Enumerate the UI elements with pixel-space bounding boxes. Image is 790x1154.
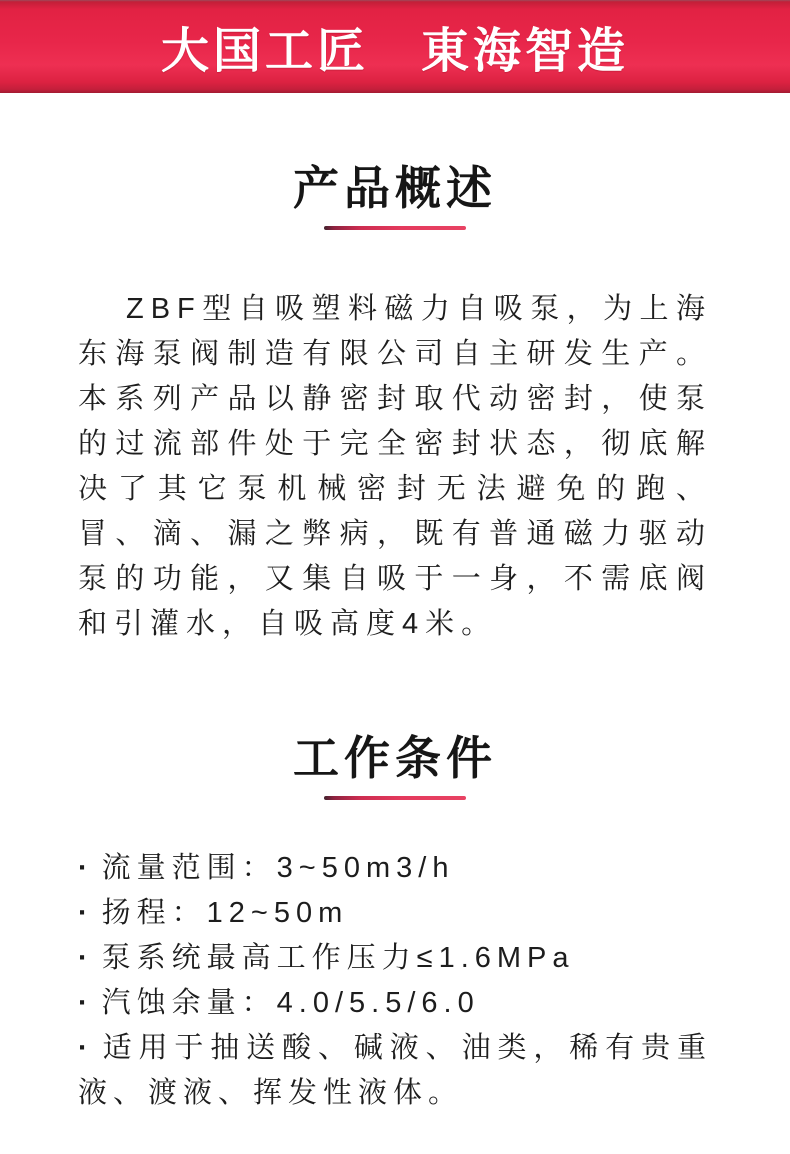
bullet-icon: · (78, 1032, 88, 1064)
section-working-conditions (0, 731, 790, 1116)
section-overview (0, 161, 790, 647)
list-item-text: 汽蚀余量：4.0/5.5/6.0 (101, 987, 480, 1019)
list-item-npsh (78, 981, 712, 1026)
list-item-text: 扬程：12~50m (101, 897, 349, 929)
banner-title: 大国工匠 東海智造 (160, 25, 629, 78)
list-item-text: 流量范围：3~50m3/h (101, 852, 455, 884)
overview-section-title: 产品概述 (293, 162, 497, 214)
bullet-icon: · (78, 852, 88, 884)
list-item-text: 适用于抽送酸、碱液、油类，稀有贵重液、渡液、挥发性液体。 (78, 1032, 712, 1109)
bullet-icon: · (78, 897, 88, 929)
overview-paragraph: ZBF型自吸塑料磁力自吸泵，为上海东海泵阀制造有限公司自主研发生产。本系列产品以静密封取代动密封，使泵的过流部件处于完全密封状态，彻底解决了其它泵机械密封无法避免的跑、冒、滴、漏之弊病，既有普通磁力驱动泵的功能，又集自吸于一身，不需底阀和引灌水，自吸高度4米。 (78, 293, 712, 640)
list-item-flow-range (78, 846, 712, 891)
conditions-title-underline (324, 796, 466, 800)
list-item-max-pressure (78, 936, 712, 981)
list-item-text: 泵系统最高工作压力≤1.6MPa (101, 942, 575, 974)
conditions-section-title: 工作条件 (293, 732, 497, 784)
header-banner (0, 0, 790, 93)
overview-title-underline (324, 226, 466, 230)
conditions-list (78, 846, 712, 1116)
list-item-applicable-liquids (78, 1026, 712, 1116)
list-item-head (78, 891, 712, 936)
bullet-icon: · (78, 987, 88, 1019)
bullet-icon: · (78, 942, 88, 974)
